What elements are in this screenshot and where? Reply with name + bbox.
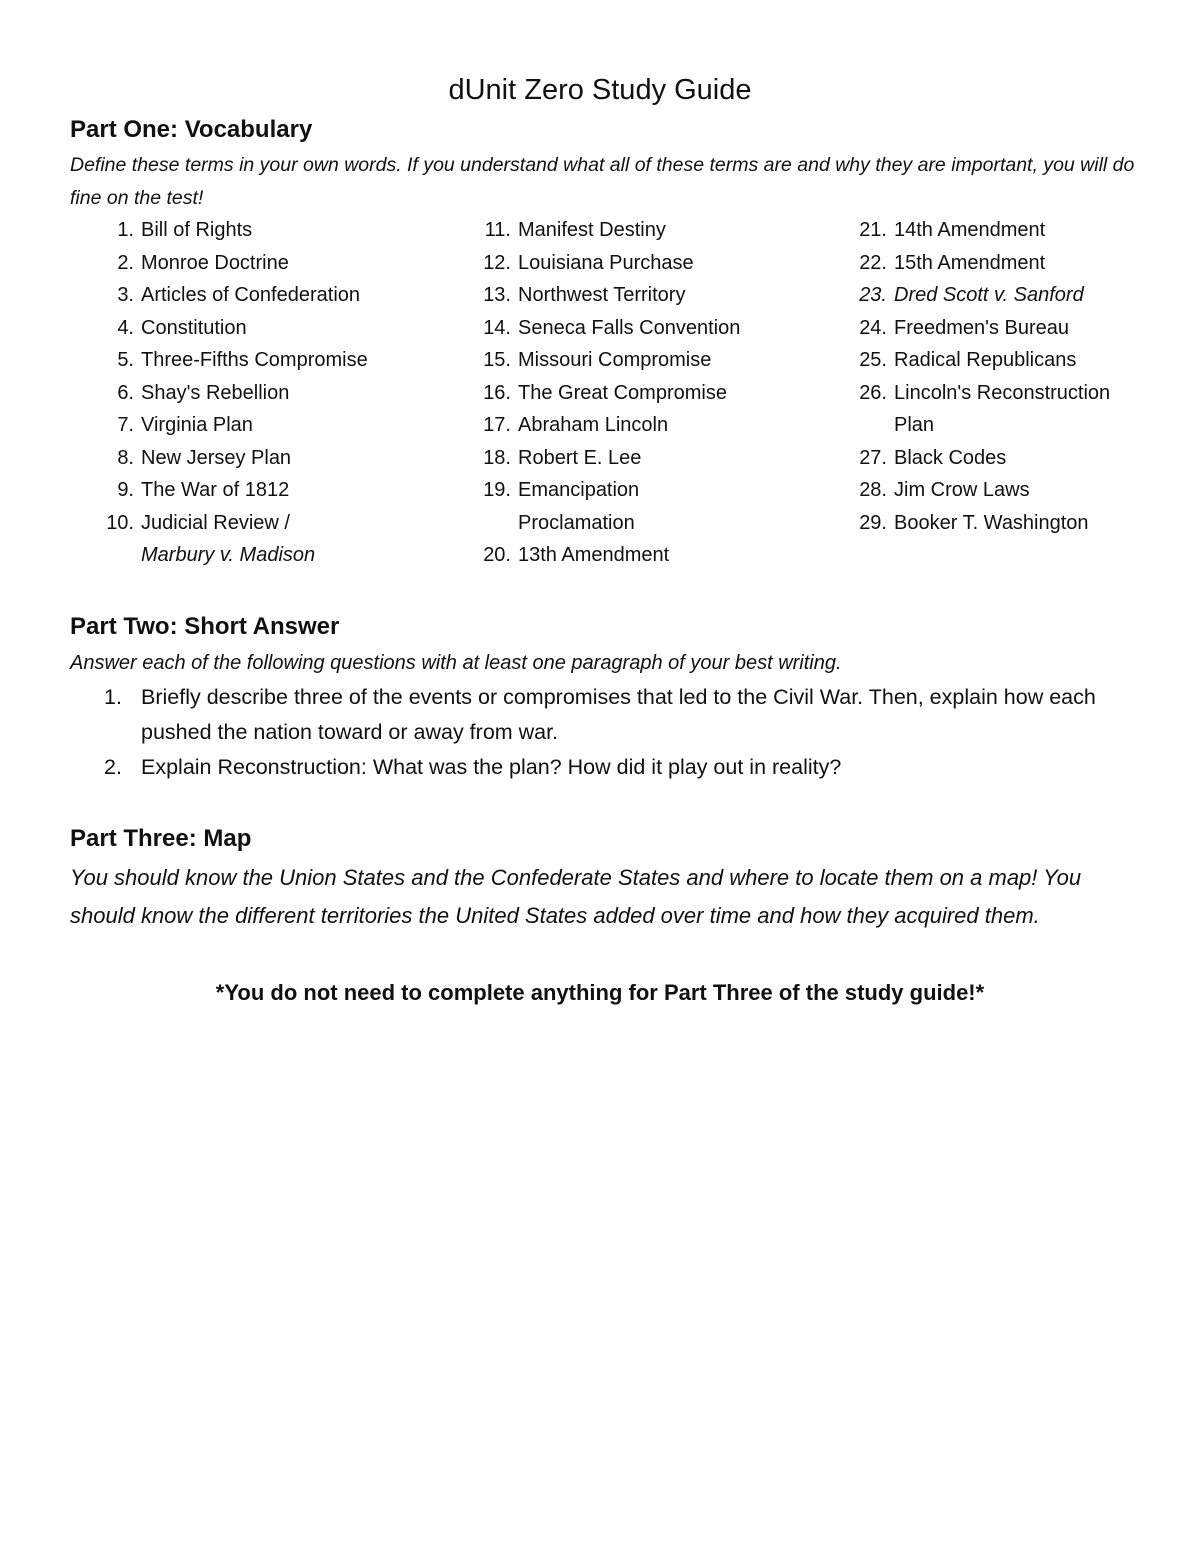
vocab-number: 12. — [483, 251, 511, 274]
vocab-term: Abraham Lincoln — [518, 414, 669, 436]
vocab-number: 23. — [859, 284, 887, 306]
vocab-term: Robert E. Lee — [518, 446, 642, 469]
vocab-number: 6. — [117, 381, 134, 404]
vocab-item — [851, 344, 1110, 377]
vocab-number: 18. — [483, 446, 511, 469]
question-number: 1. — [104, 685, 122, 709]
vocab-item — [851, 279, 1110, 312]
vocab-number: 28. — [859, 479, 887, 501]
vocab-number: 15. — [483, 349, 511, 371]
vocab-item — [851, 507, 1110, 540]
vocab-term: Louisiana Purchase — [518, 251, 694, 274]
vocab-item — [475, 312, 740, 345]
vocab-number: 13. — [483, 284, 511, 306]
vocab-number: 7. — [117, 414, 134, 436]
vocab-number: 19. — [483, 479, 511, 501]
short-answer-list — [104, 680, 1124, 785]
vocab-item — [98, 312, 368, 345]
vocab-term-line-2: Proclamation — [518, 511, 635, 534]
vocab-item — [475, 214, 740, 247]
part-two-heading: Part Two: Short Answer — [70, 613, 340, 640]
vocab-item — [851, 474, 1110, 507]
vocab-term-line: Judicial Review / — [141, 511, 290, 534]
vocab-item — [98, 247, 368, 280]
question-number: 2. — [104, 755, 122, 779]
vocab-number: 16. — [483, 381, 511, 404]
vocab-term — [518, 474, 639, 539]
part-three-heading: Part Three: Map — [70, 825, 252, 852]
vocab-number: 9. — [117, 479, 134, 501]
part-one-heading: Part One: Vocabulary — [70, 116, 313, 143]
vocab-term: Northwest Territory — [518, 284, 686, 306]
vocab-term: Booker T. Washington — [894, 511, 1089, 534]
vocab-term: Black Codes — [894, 446, 1007, 469]
vocab-item — [475, 539, 740, 572]
vocab-column-3 — [851, 214, 1110, 539]
vocab-number: 11. — [484, 219, 511, 241]
vocab-term: Jim Crow Laws — [894, 479, 1030, 501]
vocab-term: Virginia Plan — [141, 414, 253, 436]
vocab-item — [98, 214, 368, 247]
vocab-term — [141, 507, 315, 572]
vocab-item — [98, 344, 368, 377]
part-three-note: *You do not need to complete anything for Part Three of the study guide!* — [215, 980, 985, 1005]
part-one-instructions: Define these terms in your own words. If you understand what all of these terms are and why they are important, you will do fine on the test! — [70, 154, 1135, 209]
vocab-term: The War of 1812 — [141, 479, 290, 501]
vocab-number: 3. — [117, 284, 134, 306]
vocab-item — [475, 474, 740, 539]
vocab-number: 4. — [117, 316, 134, 339]
document-title: dUnit Zero Study Guide — [448, 74, 752, 106]
vocab-term: Constitution — [141, 316, 247, 339]
vocab-term: 15th Amendment — [894, 251, 1046, 274]
question-text: Explain Reconstruction: What was the plan? How did it play out in reality? — [141, 755, 842, 779]
vocab-number: 1. — [117, 219, 134, 241]
vocab-number: 22. — [859, 251, 887, 274]
vocab-term: 13th Amendment — [518, 544, 670, 566]
vocab-item — [98, 474, 368, 507]
question-text: Briefly describe three of the events or compromises that led to the Civil War. Then, explain how each pushed the nation toward or away from war. — [141, 685, 1096, 744]
vocab-column-1 — [98, 214, 368, 572]
vocab-item — [475, 377, 740, 410]
vocab-number: 2. — [117, 251, 134, 274]
vocab-item — [98, 442, 368, 475]
vocab-item — [475, 279, 740, 312]
vocab-item — [98, 377, 368, 410]
vocab-number: 17. — [483, 414, 511, 436]
vocab-term — [894, 377, 1110, 442]
vocab-number: 24. — [859, 316, 887, 339]
vocab-term: Freedmen's Bureau — [894, 316, 1070, 339]
vocab-number: 27. — [859, 446, 887, 469]
vocab-item — [475, 442, 740, 475]
vocab-term: Manifest Destiny — [518, 219, 666, 241]
vocab-term: Articles of Confederation — [141, 284, 361, 306]
vocab-item — [851, 442, 1110, 475]
vocab-item — [98, 409, 368, 442]
vocab-term: Missouri Compromise — [518, 349, 712, 371]
vocab-term: Radical Republicans — [894, 349, 1077, 371]
vocab-term-line: Lincoln's Reconstruction — [894, 381, 1111, 404]
vocab-number: 26. — [859, 381, 887, 404]
vocab-number: 8. — [117, 446, 134, 469]
vocab-item — [98, 507, 368, 572]
vocab-number: 10. — [106, 511, 134, 534]
vocab-number: 5. — [117, 349, 134, 371]
vocab-term: Three-Fifths Compromise — [141, 349, 368, 371]
vocab-item — [851, 377, 1110, 442]
vocab-item — [475, 409, 740, 442]
vocab-item — [851, 312, 1110, 345]
vocab-item — [98, 279, 368, 312]
part-three-text: You should know the Union States and the Confederate States and where to locate them on a map! You should know the different territories the United States added over time and how they acquired them. — [70, 865, 1082, 928]
vocab-term-line-2: Plan — [894, 414, 935, 436]
vocab-term-line-2: Marbury v. Madison — [141, 544, 316, 566]
vocab-term: The Great Compromise — [518, 381, 727, 404]
vocab-item — [851, 247, 1110, 280]
part-two-instructions: Answer each of the following questions with at least one paragraph of your best writing. — [70, 652, 842, 674]
vocab-term-line: Emancipation — [518, 479, 640, 501]
vocab-term: 14th Amendment — [894, 219, 1046, 241]
vocab-item — [851, 214, 1110, 247]
vocab-column-2 — [475, 214, 740, 572]
vocab-item — [475, 344, 740, 377]
vocab-number: 20. — [483, 544, 511, 566]
vocab-number: 29. — [859, 511, 887, 534]
vocab-number: 25. — [859, 349, 887, 371]
vocab-term: Bill of Rights — [141, 219, 253, 241]
vocab-number: 14. — [483, 316, 511, 339]
vocab-term: Dred Scott v. Sanford — [894, 284, 1084, 306]
vocab-number: 21. — [859, 219, 887, 241]
vocab-term: Seneca Falls Convention — [518, 316, 741, 339]
vocab-term: Shay's Rebellion — [141, 381, 290, 404]
vocab-term: Monroe Doctrine — [141, 251, 289, 274]
vocab-term: New Jersey Plan — [141, 446, 292, 469]
vocab-item — [475, 247, 740, 280]
short-answer-question — [104, 750, 1124, 785]
short-answer-question — [104, 680, 1124, 750]
